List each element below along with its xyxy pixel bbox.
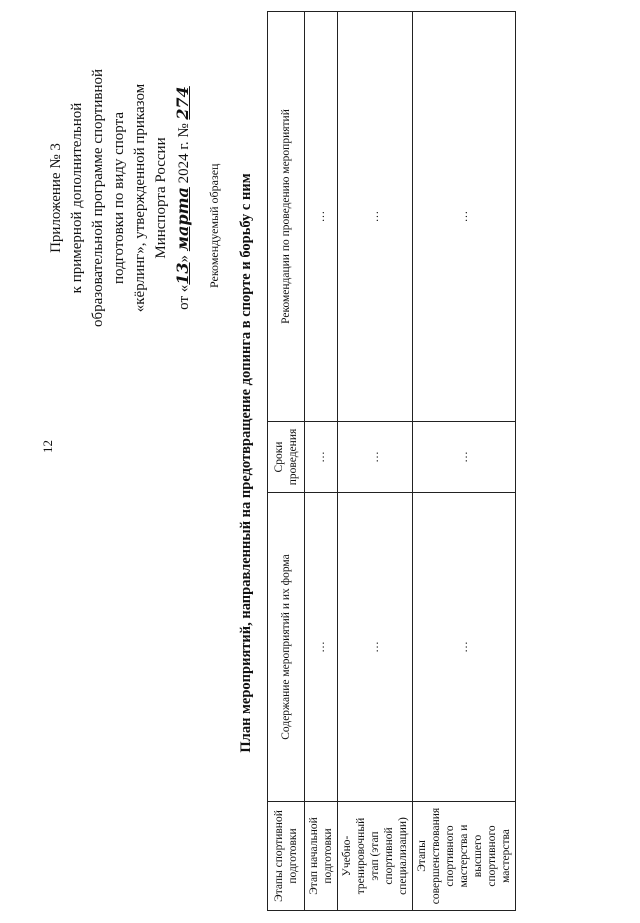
row-stage: Учебно-тренировочный этап (этап спортивной специализации) <box>338 802 413 911</box>
row-recommendations: … <box>305 12 338 422</box>
date-prefix: от « <box>176 284 192 310</box>
appendix-line-5: «кёрлинг», утвержденной приказом <box>132 83 148 313</box>
appendix-line-4: подготовки по виду спорта <box>111 112 127 284</box>
document-title: План мероприятий, направленный на предотвращение допинга в спорте и борьбу с ним <box>238 173 254 753</box>
date-day: 13 <box>173 262 192 285</box>
plan-table <box>267 11 516 911</box>
appendix-line-3: образовательной программе спортивной <box>90 68 106 328</box>
row-timing: … <box>413 422 516 493</box>
table-row <box>338 12 413 911</box>
table-row <box>305 12 338 911</box>
table-header-row <box>268 12 305 911</box>
row-timing: … <box>305 422 338 493</box>
header-stages: Этапы спортивной подготовки <box>268 802 305 911</box>
row-stage: Этап начальной подготовки <box>305 802 338 911</box>
row-timing: … <box>338 422 413 493</box>
row-stage: Этапы совершенствования спортивного мастерства и высшего спортивного мастерства <box>413 802 516 911</box>
table-row <box>413 12 516 911</box>
appendix-line-2: к примерной дополнительной <box>69 102 85 294</box>
appendix-line-1: Приложение № 3 <box>48 143 64 253</box>
page-number: 12 <box>40 440 55 453</box>
date-year: 2024 г. № <box>176 123 192 184</box>
row-content: … <box>413 493 516 802</box>
date-mid: » <box>176 254 192 263</box>
appendix-date-line <box>172 13 195 383</box>
row-recommendations: … <box>338 12 413 422</box>
order-number: 274 <box>173 86 192 120</box>
row-content: … <box>338 493 413 802</box>
appendix-header <box>46 13 195 383</box>
header-content: Содержание мероприятий и их форма <box>268 493 305 802</box>
header-recommendations: Рекомендации по проведению мероприятий <box>268 12 305 422</box>
date-month: марта <box>173 187 192 252</box>
appendix-line-6: Минспорта России <box>153 137 169 259</box>
row-content: … <box>305 493 338 802</box>
header-timing: Сроки проведения <box>268 422 305 493</box>
recommended-sample-label: Рекомендуемый образец <box>207 163 221 288</box>
row-recommendations: … <box>413 12 516 422</box>
